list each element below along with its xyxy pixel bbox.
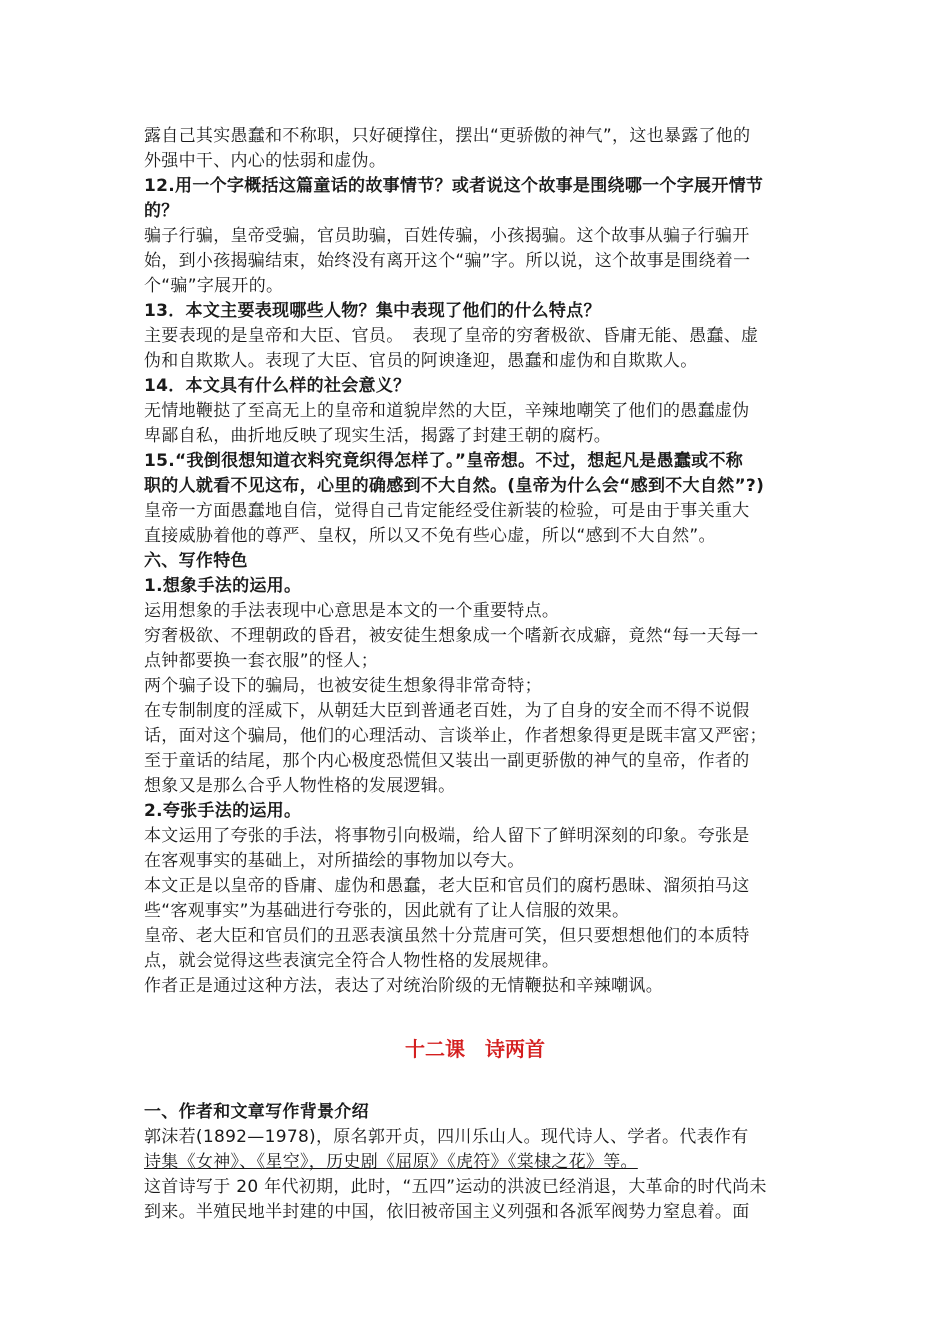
question-heading: 15.“我倒很想知道衣料究竟织得怎样了。”皇帝想。不过，想起凡是愚蠢或不称 — [144, 451, 744, 471]
paragraph-line: 骗子行骗，皇帝受骗，官员助骗，百姓传骗，小孩揭骗。这个故事从骗子行骗开 — [144, 226, 750, 246]
paragraph-line: 本文正是以皇帝的昏庸、虚伪和愚蠢，老大臣和官员们的腐朽愚昧、溜须拍马这 — [144, 876, 750, 896]
question-heading: 14．本文具有什么样的社会意义？ — [144, 376, 411, 396]
paragraph-line: 至于童话的结尾，那个内心极度恐慌但又装出一副更骄傲的神气的皇帝，作者的 — [144, 751, 750, 771]
paragraph-line: 在客观事实的基础上，对所描绘的事物加以夸大。 — [144, 851, 525, 871]
question-heading: 2.夸张手法的运用。 — [144, 801, 302, 821]
paragraph-line: 皇帝、老大臣和官员们的丑恶表演虽然十分荒唐可笑，但只要想想他们的本质特 — [144, 926, 750, 946]
paragraph-line: 到来。半殖民地半封建的中国，依旧被帝国主义列强和各派军阀势力窒息着。面 — [144, 1202, 750, 1222]
question-heading: 1.想象手法的运用。 — [144, 576, 302, 596]
paragraph-line: 在专制制度的淫威下，从朝廷大臣到普通老百姓，为了自身的安全而不得不说假 — [144, 701, 750, 721]
question-heading: 职的人就看不见这布，心里的确感到不大自然。(皇帝为什么会“感到不大自然”?) — [144, 476, 765, 496]
paragraph-line: 皇帝一方面愚蠢地自信，觉得自己肯定能经受住新装的检验，可是由于事关重大 — [144, 501, 750, 521]
document-body-continued — [144, 1100, 810, 1225]
paragraph-line: 这首诗写于 20 年代初期，此时，“五四”运动的洪波已经消退，大革命的时代尚未 — [144, 1177, 767, 1197]
paragraph-line: 主要表现的是皇帝和大臣、官员。 表现了皇帝的穷奢极欲、昏庸无能、愚蠢、虚 — [144, 326, 759, 346]
paragraph-line: 始，到小孩揭骗结束，始终没有离开这个“骗”字。所以说，这个故事是围绕着一 — [144, 251, 751, 271]
paragraph-line: 郭沫若(1892—1978)，原名郭开贞，四川乐山人。现代诗人、学者。代表作有 — [144, 1127, 749, 1147]
paragraph-line: 话，面对这个骗局，他们的心理活动、言谈举止，作者想象得更是既丰富又严密； — [144, 726, 767, 746]
paragraph-line: 两个骗子设下的骗局，也被安徒生想象得非常奇特； — [144, 676, 542, 696]
paragraph-line: 点，就会觉得这些表演完全符合人物性格的发展规律。 — [144, 951, 560, 971]
paragraph-line: 无情地鞭挞了至高无上的皇帝和道貌岸然的大臣，辛辣地嘲笑了他们的愚蠢虚伪 — [144, 401, 750, 421]
paragraph-line: 作者正是通过这种方法，表达了对统治阶级的无情鞭挞和辛辣嘲讽。 — [144, 976, 663, 996]
paragraph-line: 直接威胁着他的尊严、皇权，所以又不免有些心虚，所以“感到不大自然”。 — [144, 526, 716, 546]
question-heading: 一、作者和文章写作背景介绍 — [144, 1102, 369, 1122]
lesson-title: 十二课 诗两首 — [405, 1037, 545, 1061]
document-body — [144, 124, 810, 999]
question-heading: 13．本文主要表现哪些人物？集中表现了他们的什么特点？ — [144, 301, 601, 321]
paragraph-line: 些“客观事实”为基础进行夸张的，因此就有了让人信服的效果。 — [144, 901, 630, 921]
paragraph-line: 穷奢极欲、不理朝政的昏君，被安徒生想象成一个嗜新衣成癖，竟然“每一天每一 — [144, 626, 759, 646]
paragraph-line: 运用想象的手法表现中心意思是本文的一个重要特点。 — [144, 601, 560, 621]
question-heading: 六、写作特色 — [144, 551, 248, 571]
paragraph-line: 露自己其实愚蠢和不称职，只好硬撑住，摆出“更骄傲的神气”，这也暴露了他的 — [144, 126, 751, 146]
paragraph-line: 本文运用了夸张的手法，将事物引向极端，给人留下了鲜明深刻的印象。夸张是 — [144, 826, 750, 846]
paragraph-line: 想象又是那么合乎人物性格的发展逻辑。 — [144, 776, 456, 796]
paragraph-line: 个“骗”字展开的。 — [144, 276, 284, 296]
paragraph-line: 卑鄙自私，曲折地反映了现实生活，揭露了封建王朝的腐朽。 — [144, 426, 612, 446]
paragraph-line: 伪和自欺欺人。表现了大臣、官员的阿谀逢迎，愚蠢和虚伪和自欺欺人。 — [144, 351, 698, 371]
paragraph-line: 外强中干、内心的怯弱和虚伪。 — [144, 151, 387, 171]
paragraph-line: 点钟都要换一套衣服”的怪人； — [144, 651, 379, 671]
question-heading: 12.用一个字概括这篇童话的故事情节？或者说这个故事是围绕哪一个字展开情节 — [144, 176, 764, 196]
question-heading: 的？ — [144, 201, 179, 221]
paragraph-line: 诗集《女神》、《星空》，历史剧《屈原》《虎符》《棠棣之花》等。 — [144, 1152, 638, 1172]
